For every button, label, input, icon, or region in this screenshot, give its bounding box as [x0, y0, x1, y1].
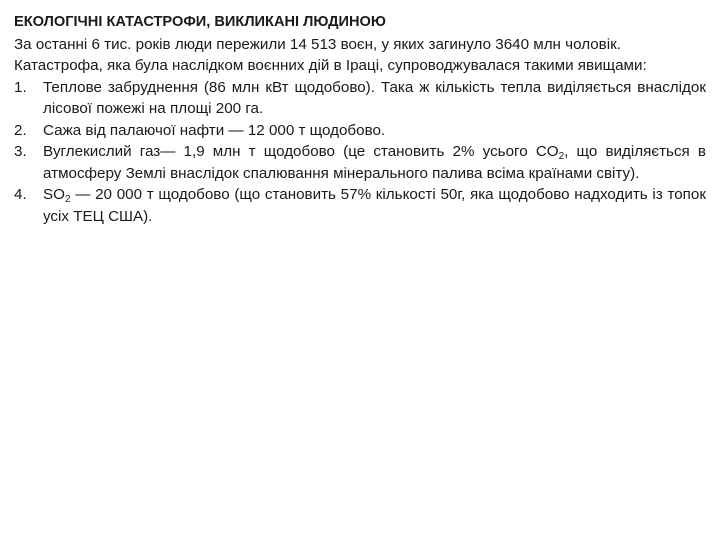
list-item-text-start: Вуглекислий газ— 1,9 млн т щодобово (це становить 2% усього CO [43, 143, 559, 160]
list-item-text-end: — 20 000 т щодобово (що становить 57% кількості 50г, яка щодобово надходить із топок усіх ТЕЦ США). [43, 186, 706, 225]
intro-paragraph-iraq: Катастрофа, яка була наслідком воєнних дій в Іраці, супроводжувалася такими явищами: [14, 57, 647, 74]
phenomena-list [14, 77, 706, 228]
slide-title: ЕКОЛОГІЧНІ КАТАСТРОФИ, ВИКЛИКАНІ ЛЮДИНОЮ [14, 14, 386, 30]
list-item-number: 4. [14, 186, 27, 203]
intro-paragraph-wars: За останні 6 тис. років люди пережили 14 513 воєн, у яких загинуло 3640 млн чоловік. [14, 35, 621, 53]
list-item-text [43, 143, 706, 182]
list-item [14, 77, 706, 120]
list-item-number: 1. [14, 78, 27, 96]
list-item-number: 3. [14, 143, 27, 160]
list-item [14, 120, 706, 142]
list-item [14, 184, 706, 227]
list-item [14, 141, 706, 184]
list-item-number: 2. [14, 121, 27, 139]
list-item-text-end: , що виділяється в атмосферу Землі внаслідок спалювання мінерального палива всіма країнами світу). [43, 143, 706, 182]
list-item-text: Теплове забруднення (86 млн кВт щодобово). Така ж кількість тепла виділяється внаслідок лісової пожежі на площі 200 га. [43, 78, 706, 117]
subscript: 2 [558, 151, 565, 162]
slide-content [14, 12, 706, 227]
list-item-text-start: SO [43, 186, 65, 203]
list-item-text [43, 186, 706, 225]
list-item-text: Сажа від палаючої нафти — 12 000 т щодобово. [43, 121, 386, 139]
subscript: 2 [64, 194, 71, 205]
